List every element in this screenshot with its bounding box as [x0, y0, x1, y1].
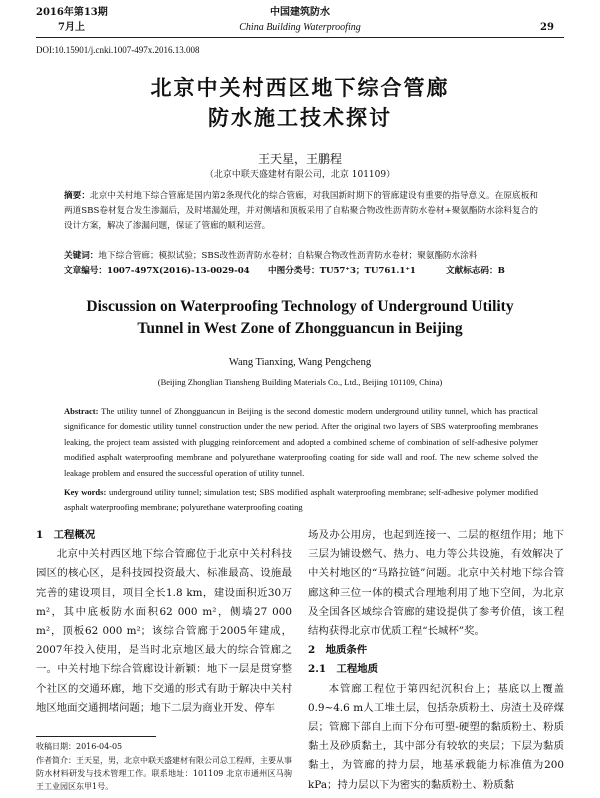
- section-2-1-heading: 2.1 工程地质: [308, 663, 379, 676]
- section-2-1-paragraph: 本管廊工程位于第四纪沉积台上；基底以上覆盖0.9~4.6 m人工堆土层，包括杂质粉土、房渣土及碎煤层；管廊下部自上而下分布可塑-硬塑的黏质粉土、粉质黏土及砂质黏土，其中部分有较软的夹层；下层为黏质黏土，为管廊的持力层，地基承载能力标准值为200 kPa；持力层以下为密实的黏质粉土、粉质黏: [308, 682, 564, 791]
- journal-name-zh: 中国建筑防水: [270, 7, 330, 18]
- keywords-zh: [64, 249, 538, 264]
- section-1-paragraph: 北京中关村西区地下综合管廊位于北京中关村科技园区的核心区，是科技园投资最大、标准最高、设施最完善的建设项目，项目全长1.8 km，建设面积近30万m²，其中底板防水面积62 000 m²，侧墙27 000 m²，顶板62 000 m²；该综合管廊于2005年建成，2007年投入使用，是当时北京地区最大的综合管廊之一。中关村地下综合管廊设计新颖：地下一层是贯穿整个社区的交通环廊，地下交通的形式有助于解决中关村地区地面交通拥堵问题；地下二层为商业开发、停车: [36, 548, 292, 714]
- authors-en: Wang Tianxing, Wang Pengcheng: [228, 357, 372, 368]
- abstract-en-label: Abstract:: [64, 406, 99, 416]
- title-en-line2: Tunnel in West Zone of Zhongguancun in Beijing: [137, 320, 463, 337]
- section-1-heading: 1 工程概况: [36, 529, 96, 541]
- keywords-zh-text: 地下综合管廊；模拟试验；SBS改性沥青防水卷材；自粘聚合物改性沥青防水卷材；聚氨酯防水涂料: [98, 251, 478, 261]
- footnote-received: 收稿日期：2016-04-05: [36, 742, 123, 751]
- abstract-zh: [64, 189, 538, 234]
- right-column: [308, 526, 564, 795]
- clc-number: 中图分类号：TU57⁺3；TU761.1⁺1: [268, 266, 416, 276]
- keywords-en: [64, 485, 538, 516]
- title-en-line1: Discussion on Waterproofing Technology of Underground Utility: [86, 298, 514, 315]
- keywords-en-label: Key words:: [64, 487, 107, 497]
- section-2-heading: 2 地质条件: [308, 644, 368, 657]
- article-number: 文章编号：1007-497X(2016)-13-0029-04: [64, 266, 250, 276]
- left-column: [36, 526, 292, 718]
- keywords-zh-label: 关键词：: [64, 251, 99, 261]
- issue-date: 7月上: [58, 22, 85, 33]
- abstract-zh-text: 北京中关村地下综合管廊是国内第2条现代化的综合管廊，对我国新时期下的管廊建设有重要的指导意义。在原底板和两道SBS卷材复合发生渗漏后，及时堵漏处理，并对侧墙和顶板采用了自粘聚合物改性沥青防水卷材+聚氨酯防水涂料复合的设计方案，解决了渗漏问题，保证了管廊的顺利运营。: [64, 191, 538, 231]
- affiliation-en: (Beijing Zhonglian Tiansheng Building Materials Co., Ltd., Beijing 101109, China): [157, 377, 443, 387]
- title-zh-line1: 北京中关村西区地下综合管廊: [150, 75, 450, 100]
- continued-paragraph: 场及办公用房，也起到连接一、二层的枢纽作用；地下三层为铺设燃气、热力、电力等公共设施，有效解决了中关村地区的“马路拉链”问题。北京中关村地下综合管廊这种三位一体的模式合理地利用了地下空间，为北京及全国各区域综合管廊的建设提供了参考价值，该工程结构获得北京市优质工程“长城杯”奖。: [308, 529, 564, 638]
- header-rule: [36, 37, 564, 38]
- journal-name-en: China Building Waterproofing: [239, 22, 361, 33]
- page-number: 29: [540, 22, 554, 33]
- issue-year: 2016年第13期: [36, 7, 108, 18]
- affiliation-zh: （北京中联天盛建材有限公司，北京 101109）: [204, 170, 396, 180]
- document-code: 文献标志码：B: [446, 266, 505, 276]
- keywords-en-text: underground utility tunnel; simulation test; SBS modified asphalt waterproofing membrane; self-adhesive polymer modified asphalt waterproofing membrane; polyurethane waterproofing coating: [64, 487, 539, 513]
- title-zh-line2: 防水施工技术探讨: [208, 105, 392, 130]
- abstract-en-text: The utility tunnel of Zhongguancun in Beijing is the second domestic modern underground utility tunnel, which has practical significance for domestic utility tunnel construction under the new period. After the original two layers of SBS waterproofing membranes leaking, the project team assisted with plugging reinforcement and adopted a combined scheme of combination of self-adhesive polymer modified asphalt waterproofing membrane and polyurethane waterproofing coating for side wall and roof. The new scheme solved the leakage problem and ensured the successful operation of utility tunnel.: [64, 406, 538, 478]
- abstract-en: [64, 404, 538, 481]
- abstract-zh-label: 摘要：: [64, 191, 91, 201]
- authors-zh: 王天星，王鹏程: [257, 152, 342, 166]
- doi: DOI:10.15901/j.cnki.1007-497x.2016.13.008: [36, 45, 200, 55]
- footnote-rule: [36, 736, 156, 737]
- footnote-author: 作者简介：王天星，男，北京中联天盛建材有限公司总工程师，主要从事防水材料研发与技术管理工作。联系地址：101109 北京市通州区马驹王工业园区东甲1号。: [36, 756, 292, 791]
